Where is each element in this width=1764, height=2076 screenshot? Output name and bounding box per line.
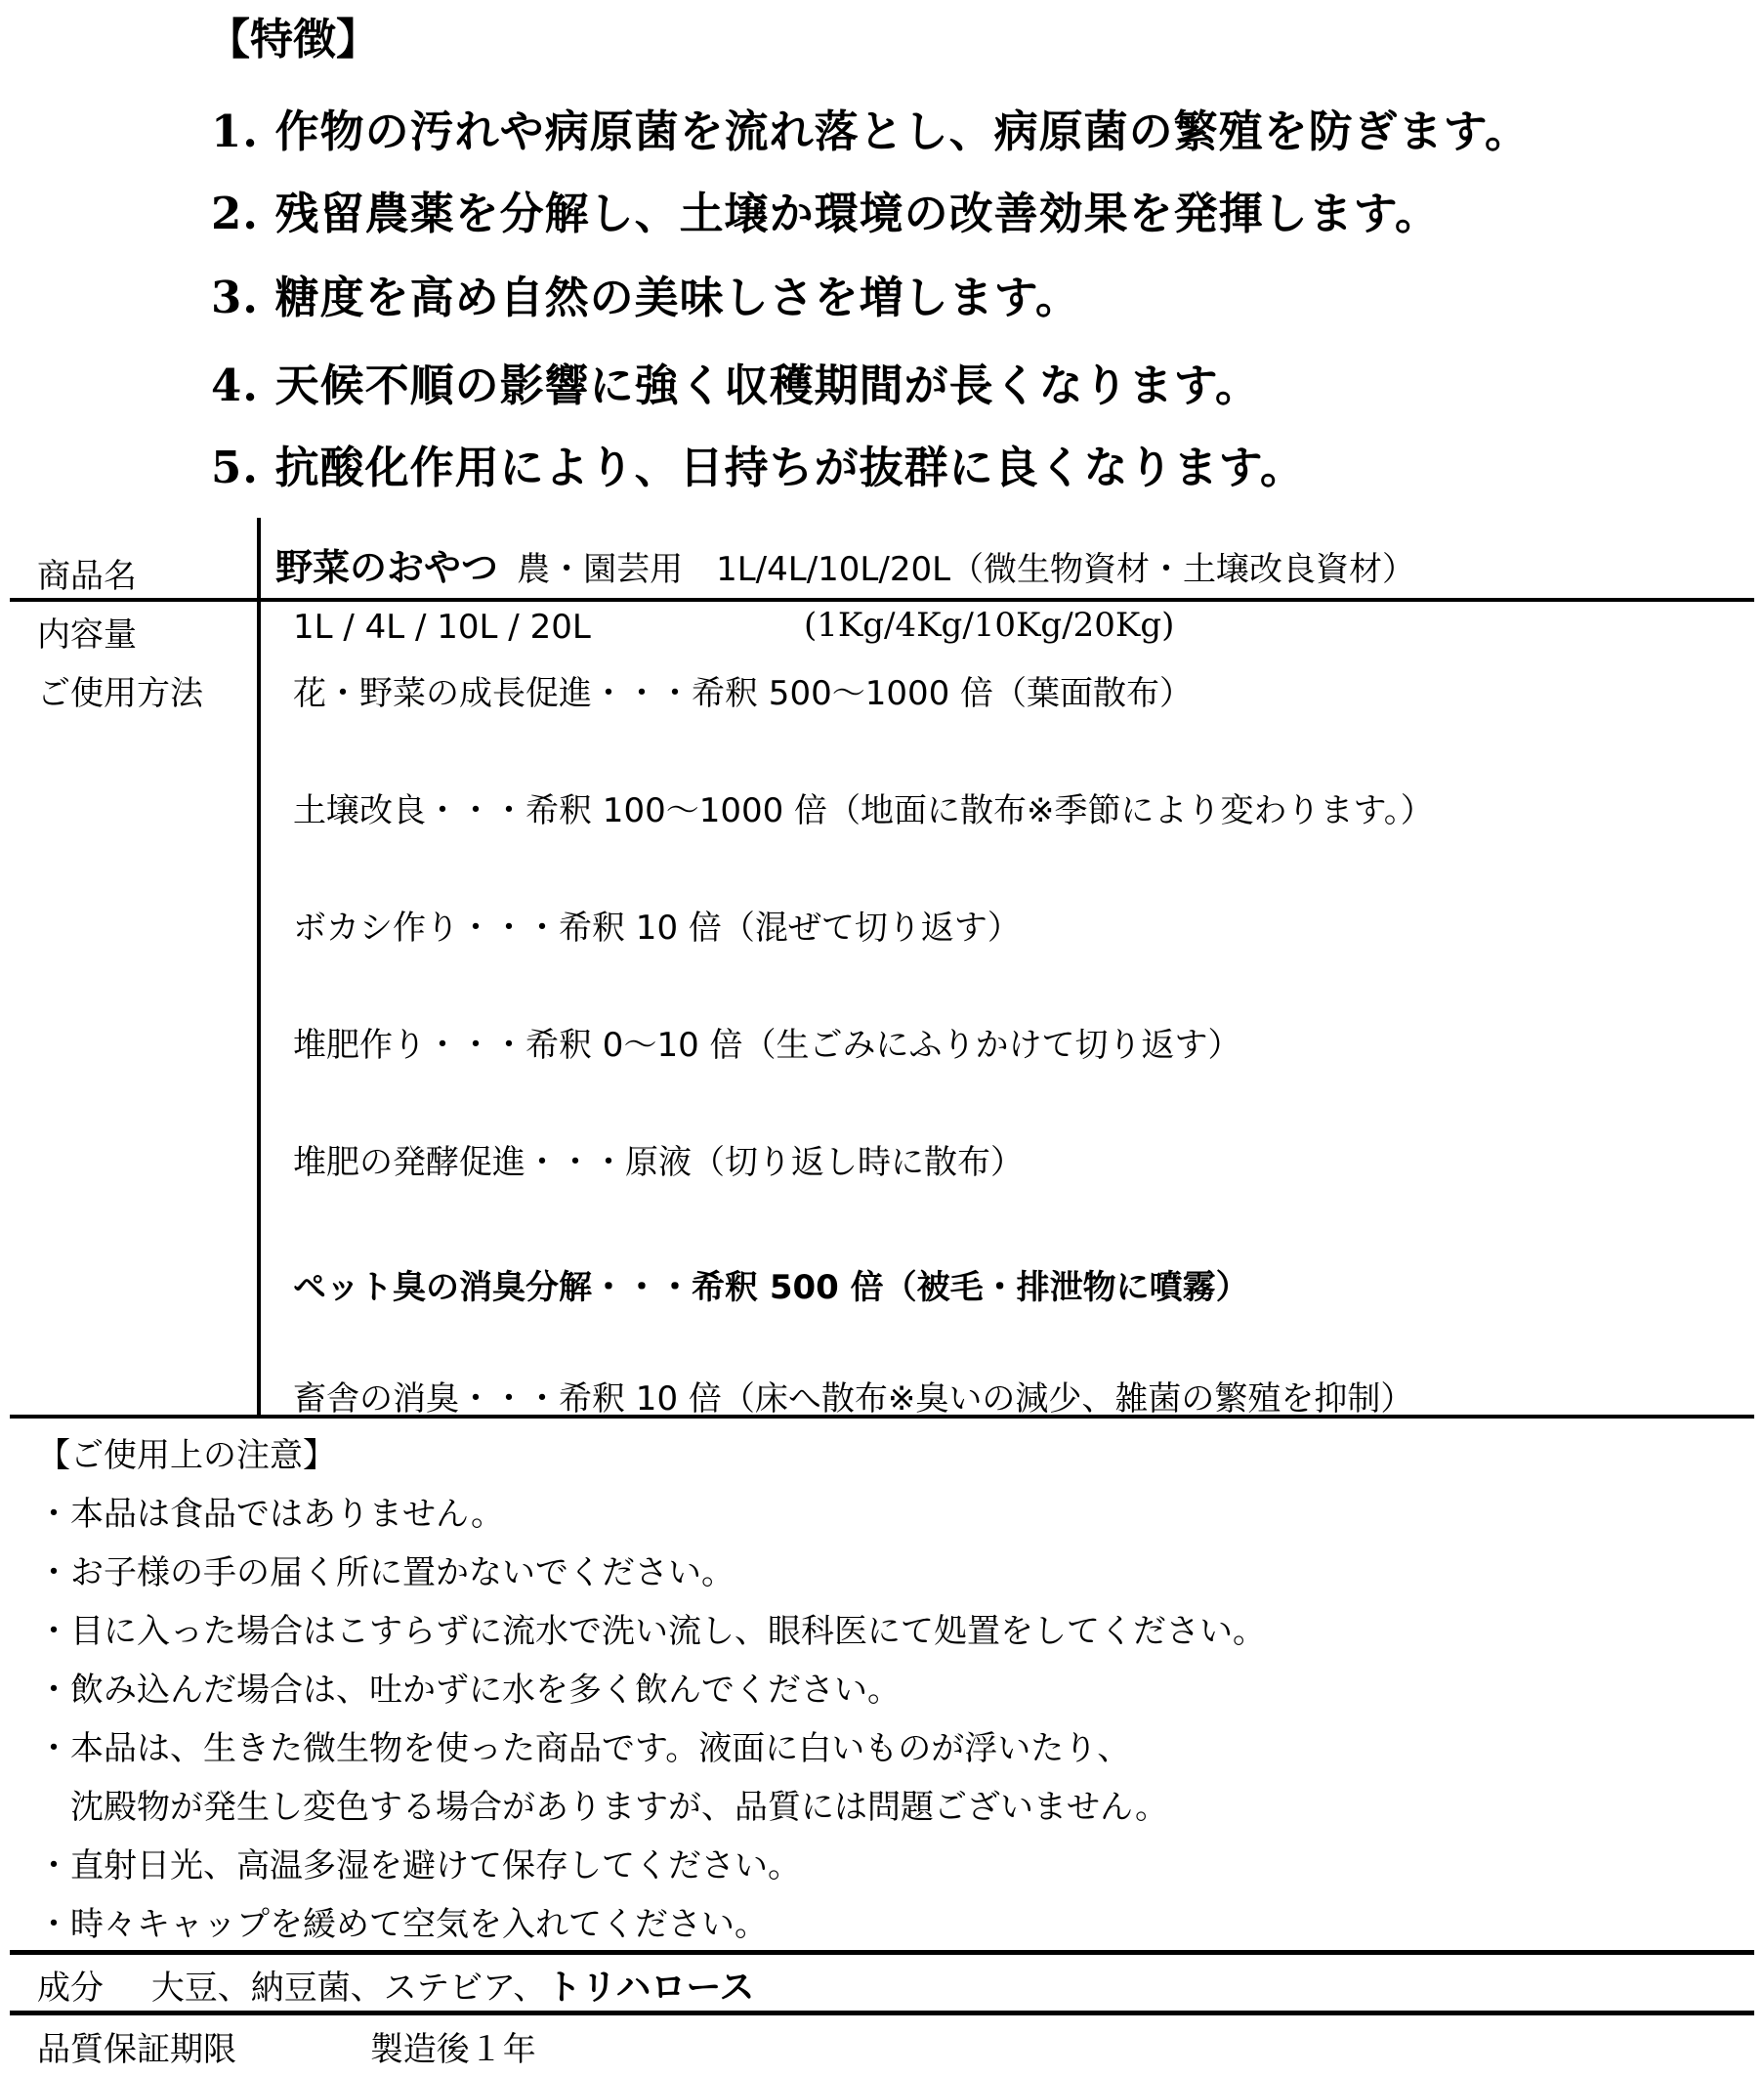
shelf-life-value: 製造後１年 [369, 2030, 536, 2069]
usage-label: ご使用方法 [37, 674, 203, 713]
notice-item-7: ・時々キャップを緩めて空気を入れてください。 [37, 1905, 768, 1944]
feature-item-4: 4. 天候不順の影響に強く収穫期間が長くなります。 [211, 360, 1261, 411]
usage-item-4: 堆肥作り・・・希釈 0～10 倍（生ごみにふりかけて切り返す） [293, 1026, 1241, 1065]
ingredients-value-bold: トリハロース [546, 1968, 755, 2008]
usage-item-2: 土壌改良・・・希釈 100～1000 倍（地面に散布※季節により変わります。） [293, 791, 1434, 830]
notice-item-5-continued: 沈殿物が発生し変色する場合がありますが、品質には問題ございません。 [37, 1788, 1169, 1827]
usage-item-6: ペット臭の消臭分解・・・希釈 500 倍（被毛・排泄物に噴霧） [293, 1268, 1249, 1307]
notice-item-2: ・お子様の手の届く所に置かないでください。 [37, 1553, 735, 1592]
shelf-life-label: 品質保証期限 [37, 2030, 236, 2069]
notice-item-5: ・本品は、生きた微生物を使った商品です。液面に白いものが浮いたり、 [37, 1729, 1131, 1768]
feature-item-2: 2. 残留農薬を分解し、土壌か環境の改善効果を発揮します。 [211, 188, 1441, 239]
usage-item-3: ボカシ作り・・・希釈 10 倍（混ぜて切り返す） [293, 909, 1021, 948]
notice-item-3: ・目に入った場合はこすらずに流水で洗い流し、眼科医にて処置をしてください。 [37, 1612, 1266, 1651]
ingredients-rule-top [10, 1950, 1754, 1955]
product-name: 野菜のおやつ [275, 546, 499, 589]
usage-item-5: 堆肥の発酵促進・・・原液（切り返し時に散布） [293, 1143, 1024, 1182]
volume-label: 内容量 [37, 615, 137, 655]
volume-weight: (1Kg/4Kg/10Kg/20Kg) [804, 606, 1175, 645]
product-detail: 農・園芸用 1L/4L/10L/20L（微生物資材・土壌改良資材） [517, 550, 1416, 589]
volume-value: 1L / 4L / 10L / 20L [293, 608, 591, 647]
notice-item-1: ・本品は食品ではありません。 [37, 1495, 505, 1534]
feature-item-3: 3. 糖度を高め自然の美味しさを増します。 [211, 272, 1081, 323]
feature-item-5: 5. 抗酸化作用により、日持ちが抜群に良くなります。 [211, 442, 1306, 493]
ingredients-rule-bottom [10, 2011, 1754, 2015]
ingredients-value: 大豆、納豆菌、ステビア、 [150, 1969, 547, 2008]
notice-title: 【ご使用上の注意】 [37, 1436, 336, 1475]
usage-item-7: 畜舎の消臭・・・希釈 10 倍（床へ散布※臭いの減少、雑菌の繁殖を抑制） [293, 1379, 1414, 1419]
notice-item-4: ・飲み込んだ場合は、吐かずに水を多く飲んでください。 [37, 1671, 901, 1710]
table-rule-header [10, 598, 1754, 602]
features-title: 【特徴】 [207, 15, 379, 64]
feature-item-1: 1. 作物の汚れや病原菌を流れ落とし、病原菌の繁殖を防ぎます。 [211, 106, 1531, 157]
usage-item-1: 花・野菜の成長促進・・・希釈 500～1000 倍（葉面散布） [293, 674, 1194, 713]
product-label: 商品名 [37, 557, 137, 596]
ingredients-label: 成分 [37, 1969, 104, 2008]
table-divider-vertical [257, 518, 261, 1417]
notice-item-6: ・直射日光、高温多湿を避けて保存してください。 [37, 1846, 801, 1885]
